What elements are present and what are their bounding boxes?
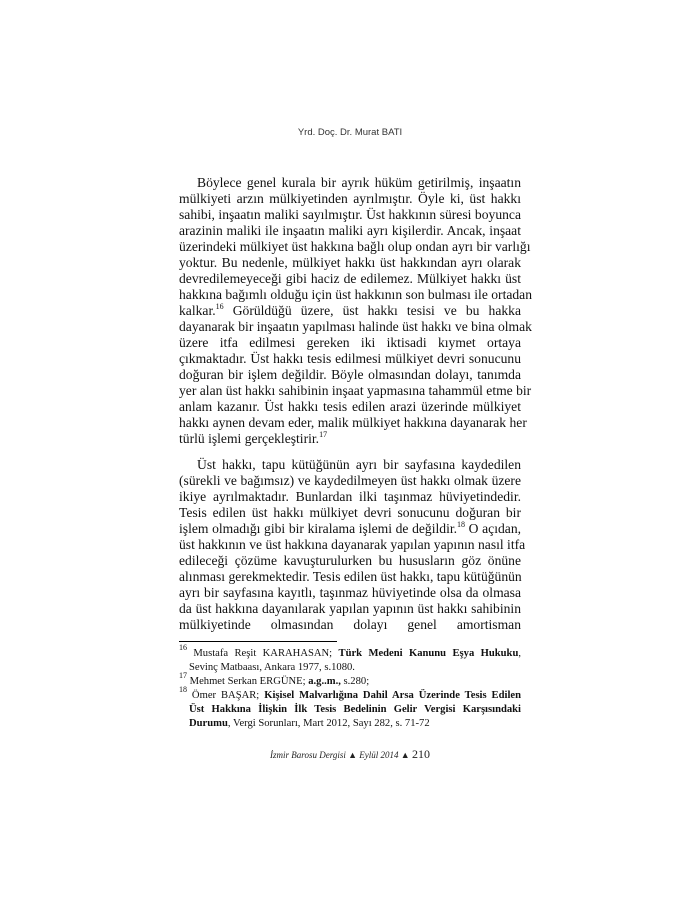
- text-run: O açıdan,: [465, 521, 522, 536]
- text-line: [179, 505, 521, 521]
- text-line: [179, 521, 521, 537]
- footnote-number: 17: [179, 671, 187, 680]
- text-run: da üst hakkına dayanılarak yapılan yapının üst hakkı sahibinin: [179, 601, 521, 616]
- footnote-17: [179, 671, 521, 689]
- citation-text: ,: [518, 648, 521, 659]
- running-header: Yrd. Doç. Dr. Murat BATI: [297, 127, 403, 138]
- citation-text: Ömer BAŞAR;: [187, 690, 265, 701]
- page-footer: [0, 747, 700, 762]
- text-line: [179, 489, 521, 505]
- text-run: çıkmaktadır. Üst hakkı tesis edilmesi mülkiyet devri sonucunu: [179, 351, 521, 366]
- text-run: mülkiyetinde olmasından dolayı genel amortisman: [179, 617, 521, 632]
- footnote-ref: 16: [215, 302, 224, 311]
- footnote-ref: 17: [319, 430, 328, 439]
- text-run: türlü işlemi gerçekleştirir.: [179, 431, 320, 446]
- citation-title: a.g..m.,: [308, 676, 341, 687]
- text-line: [179, 473, 521, 489]
- footnote-18: [179, 703, 521, 717]
- text-line: [179, 399, 521, 415]
- text-line: [179, 335, 521, 351]
- text-line: [179, 223, 521, 239]
- page-number: 210: [411, 747, 430, 761]
- text-line: [179, 319, 532, 335]
- text-run: üst hakkının ve üst hakkına dayanarak yapılan yapının nasıl itfa: [179, 537, 526, 552]
- journal-name: İzmir Barosu Dergisi: [270, 750, 346, 760]
- text-line: [179, 271, 521, 287]
- text-run: devredilemeyeceği gibi haciz de edilemez. Mülkiyet hakkı üst: [179, 271, 521, 286]
- text-line: [179, 367, 521, 383]
- citation-title: Türk Medeni Kanunu Eşya Hukuku: [338, 648, 519, 659]
- citation-text: Mehmet Serkan ERGÜNE;: [187, 676, 309, 687]
- text-line: [179, 569, 521, 585]
- text-line: [179, 255, 521, 271]
- text-run: üzerindeki mülkiyet üst hakkına bağlı olup ondan ayrı bir varlığı: [179, 239, 531, 254]
- footnote-divider: [179, 641, 337, 642]
- text-run: ikiye ayrılmaktadır. Bunlardan ilki taşınmaz hüviyetindedir.: [179, 489, 521, 504]
- separator-icon: ▲: [400, 750, 410, 760]
- citation-title: Durumu: [189, 718, 228, 729]
- footnote-ref: 18: [457, 520, 466, 529]
- text-line: [179, 601, 521, 617]
- text-line: [179, 207, 521, 223]
- text-run: ayrı bir sayfasına kayıtlı, taşınmaz hüviyetinde olsa da olmasa: [179, 585, 521, 600]
- text-line: [179, 457, 521, 473]
- paragraph-1: [179, 175, 533, 447]
- text-line: [179, 431, 521, 447]
- footnote-number: 16: [179, 643, 187, 652]
- text-run: alınması gerekmektedir. Tesis edilen üst hakkı, tapu kütüğünün: [179, 569, 522, 584]
- text-line: [179, 351, 521, 367]
- text-line: [179, 537, 526, 553]
- text-run: Üst hakkı, tapu kütüğünün ayrı bir sayfasına kaydedilen: [197, 457, 521, 472]
- issue-date: Eylül 2014: [359, 750, 399, 760]
- text-run: sahibi, inşaatın maliki sayılmıştır. Üst hakkının süresi boyunca: [179, 207, 521, 222]
- separator-icon: ▲: [348, 750, 358, 760]
- text-line: [179, 191, 521, 207]
- citation-text: Sevinç Matbaası, Ankara 1977, s.1080.: [189, 662, 355, 673]
- text-line: [179, 553, 521, 569]
- text-run: Görüldüğü üzere, üst hakkı tesisi ve bu hakka: [223, 303, 521, 318]
- text-line: [179, 303, 521, 319]
- text-line: [179, 415, 527, 431]
- text-line: [179, 175, 521, 191]
- citation-title: Üst Hakkına İlişkin İlk Tesis Bedelinin Gelir Vergisi Karşısındaki: [189, 704, 521, 715]
- text-run: hakkına bağımlı olduğu için üst hakkının son bulması ile ortadan: [179, 287, 533, 302]
- text-line: [179, 617, 521, 633]
- text-run: işlem olmadığı gibi bir kiralama işlemi de değildir.: [179, 521, 458, 536]
- text-run: arazinin maliki ile inşaatın maliki ayrı kişilerdir. Ancak, inşaat: [179, 223, 521, 238]
- text-line: [179, 287, 533, 303]
- text-run: dayanarak bir inşaatın yapılması halinde üst hakkı ve bina olmak: [179, 319, 532, 334]
- text-run: doğuran bir işlem değildir. Böyle olmasından dolayı, tanımda: [179, 367, 521, 382]
- text-run: anlam kazanır. Üst hakkı tesis edilen arazi üzerinde mülkiyet: [179, 399, 521, 414]
- text-line: [179, 239, 531, 255]
- text-run: kalkar.: [179, 303, 216, 318]
- paragraph-2: [179, 457, 526, 633]
- footnote-18: [179, 717, 521, 731]
- text-run: üzere itfa edilmesi gereken iki iktisadi kıymet ortaya: [179, 335, 521, 350]
- citation-text: Mustafa Reşit KARAHASAN;: [187, 648, 339, 659]
- footnote-16: [179, 661, 521, 675]
- text-run: yer alan üst hakkı sahibinin inşaat yapmasına tahammül etme bir: [179, 383, 532, 398]
- text-line: [179, 585, 521, 601]
- text-line: [179, 383, 532, 399]
- footnotes: [179, 643, 521, 731]
- footnote-16: [179, 643, 521, 661]
- text-run: hakkı aynen devam eder, malik mülkiyet hakkına dayanarak her: [179, 415, 527, 430]
- footnote-number: 18: [179, 685, 187, 694]
- text-run: mülkiyeti arzın mülkiyetinden ayrılmıştır. Öyle ki, üst hakkı: [179, 191, 521, 206]
- text-run: Böylece genel kurala bir ayrık hüküm getirilmiş, inşaatın: [197, 175, 521, 190]
- citation-title: Kişisel Malvarlığına Dahil Arsa Üzerinde Tesis Edilen: [264, 690, 521, 701]
- footnote-18: [179, 685, 521, 703]
- text-run: (sürekli ve bağımsız) ve kaydedilmeyen üst hakkı olmak üzere: [179, 473, 521, 488]
- text-run: edileceği çözüme kavuşturulurken bu hususların göz önüne: [179, 553, 521, 568]
- citation-text: , Vergi Sorunları, Mart 2012, Sayı 282, s. 71-72: [227, 718, 430, 729]
- text-run: Tesis edilen üst hakkı mülkiyet devri sonucunu doğuran bir: [179, 505, 521, 520]
- citation-text: s.280;: [340, 676, 370, 687]
- text-run: yoktur. Bu nedenle, mülkiyet hakkı üst hakkından ayrı olarak: [179, 255, 521, 270]
